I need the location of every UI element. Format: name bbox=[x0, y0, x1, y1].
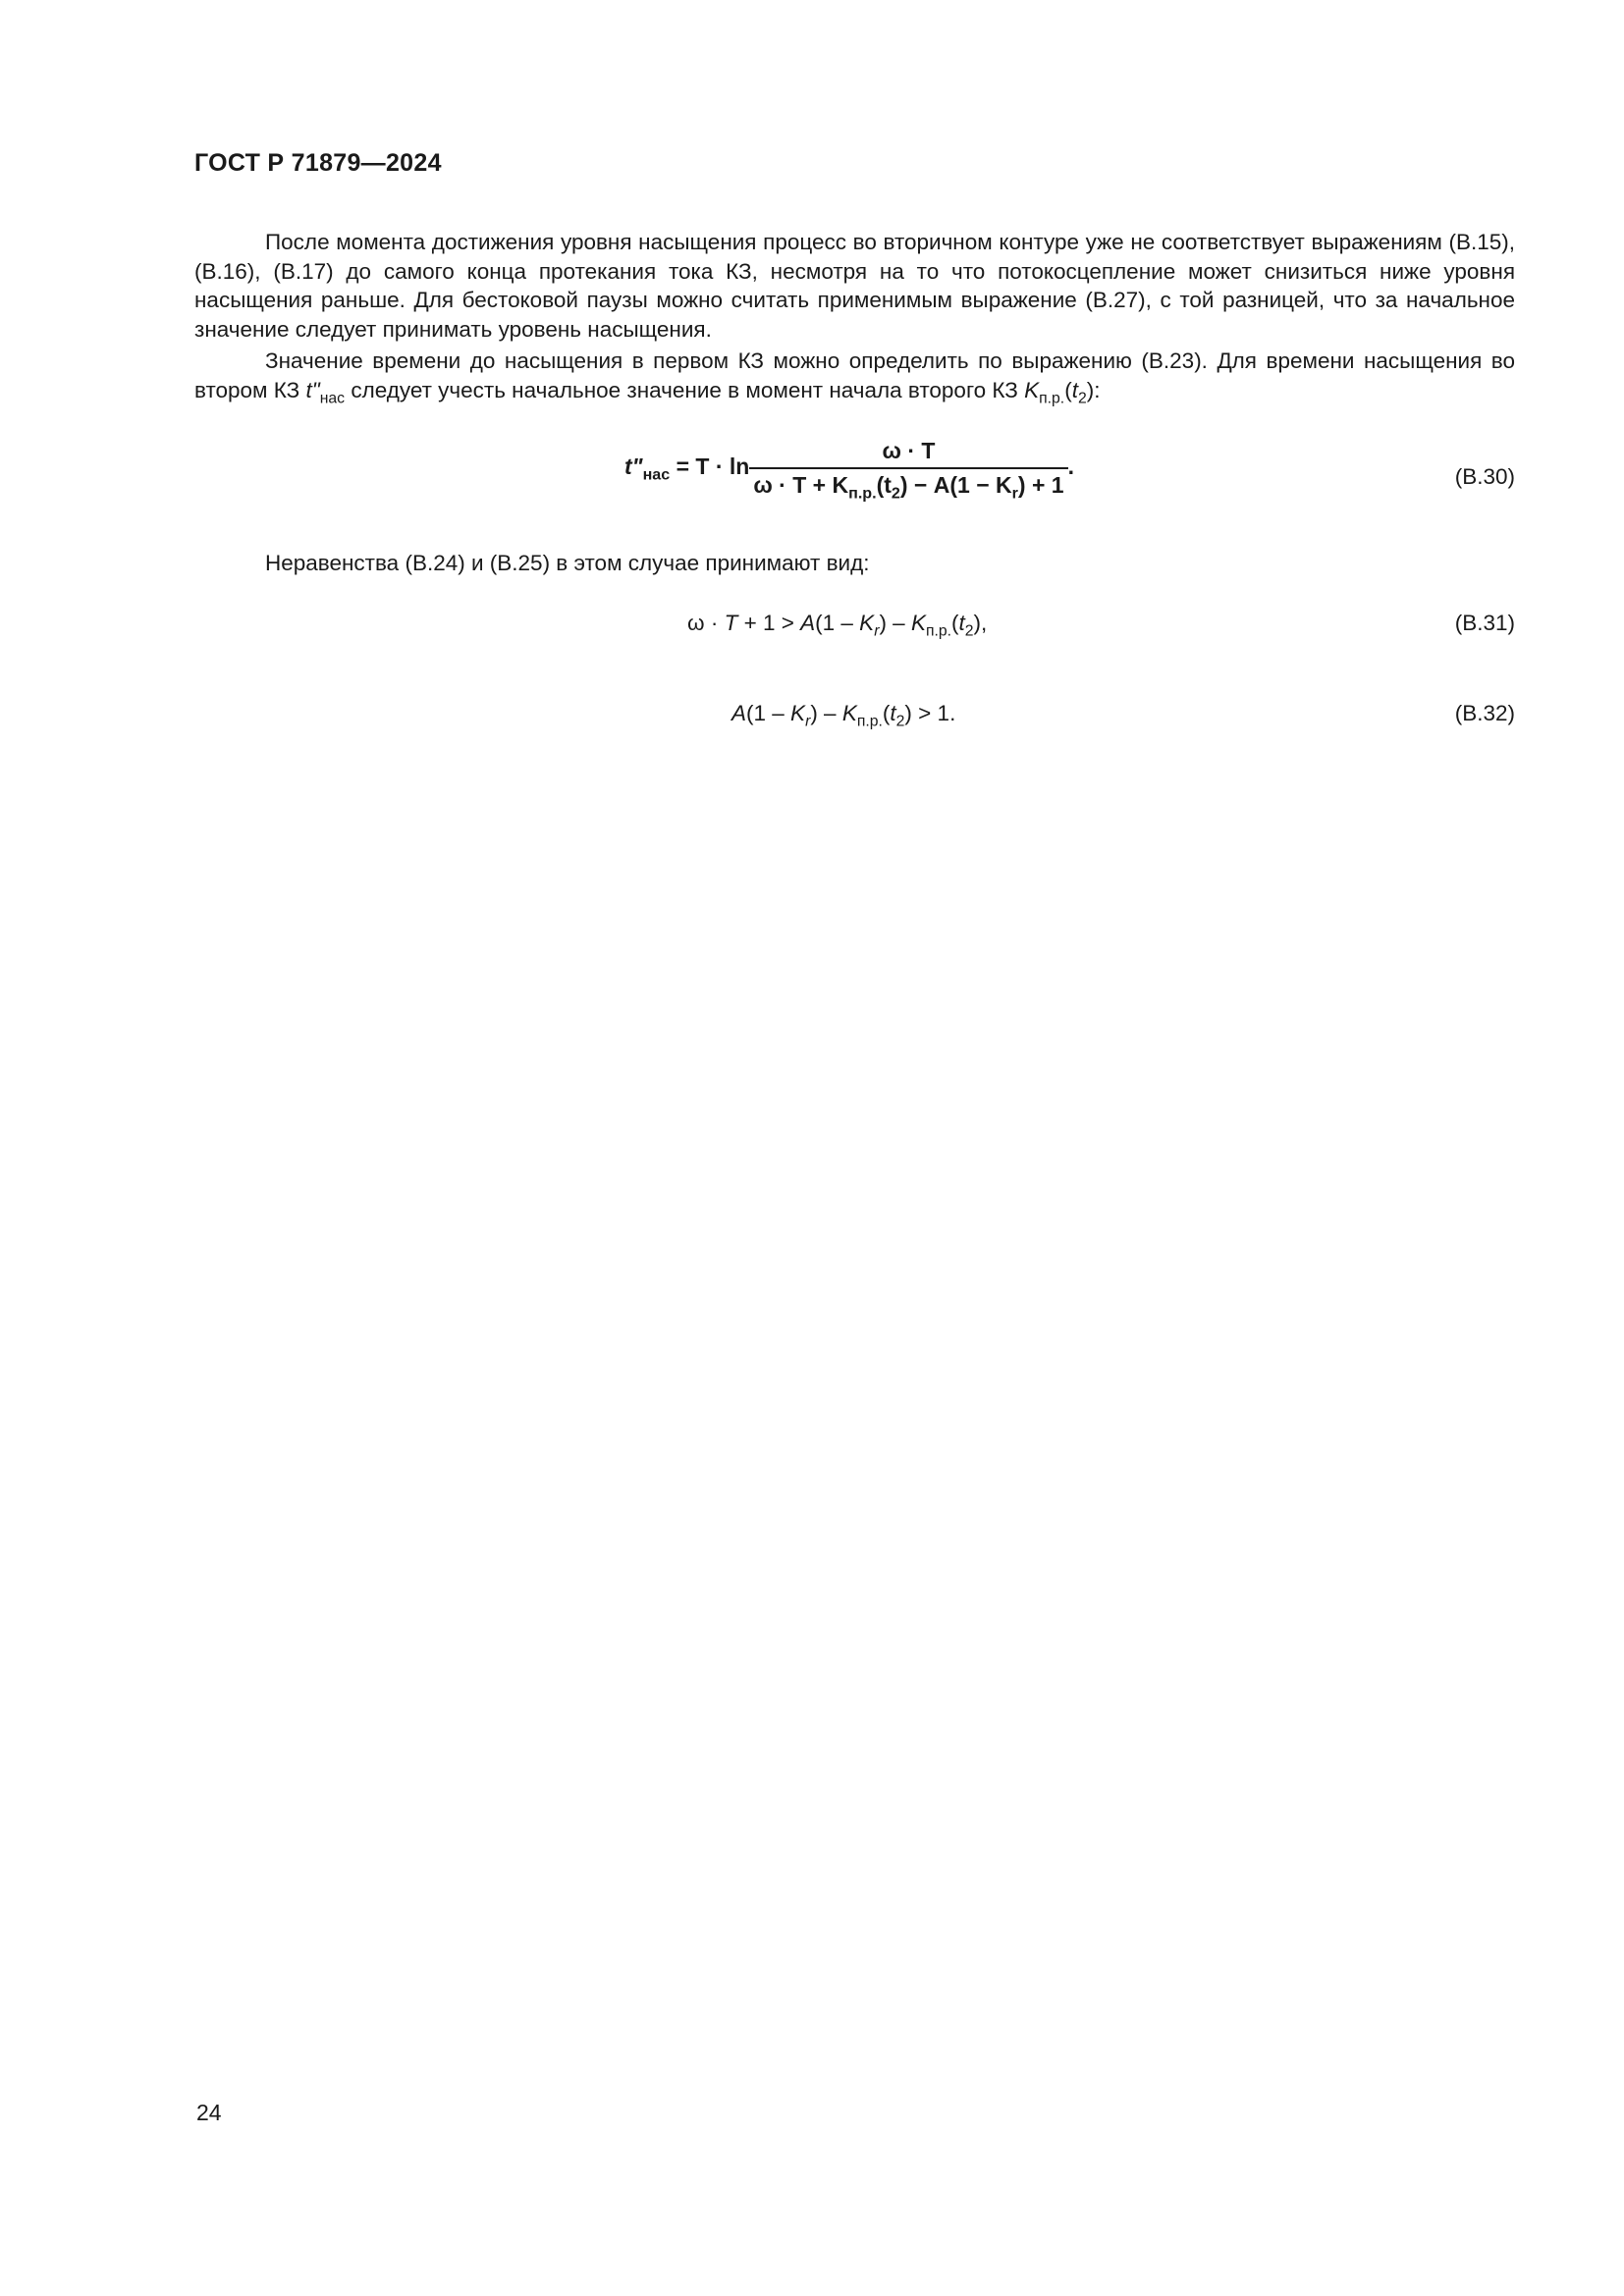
subscript: 2 bbox=[964, 622, 974, 640]
paragraph-text: Неравенства (В.24) и (В.25) в этом случае принимают вид: bbox=[265, 551, 870, 575]
formula-symbol: t bbox=[890, 701, 896, 725]
subscript-symbol: r bbox=[874, 622, 880, 640]
paragraph-inequalities bbox=[194, 549, 1515, 578]
formula-part: (1 – bbox=[815, 611, 860, 635]
subscript: 2 bbox=[1077, 390, 1087, 406]
formula-part: ), bbox=[973, 611, 988, 635]
text-segment: Значение времени до насыщения в первом КЗ можно определить по выражению (В.23). Для времени насыщения во втором КЗ bbox=[194, 348, 1515, 402]
fraction-numerator: ω · T bbox=[749, 438, 1067, 469]
formula-part: ) + 1 bbox=[1017, 472, 1064, 498]
formula-symbol: t bbox=[958, 611, 965, 635]
formula-tail: . bbox=[1067, 454, 1074, 480]
formula-lhs: t" bbox=[624, 454, 643, 480]
formula-part: ω · T + K bbox=[753, 472, 849, 498]
equation-number-b32: (В.32) bbox=[1454, 701, 1515, 725]
formula-b30 bbox=[624, 438, 1074, 503]
equation-number-b31: (В.31) bbox=[1454, 611, 1515, 635]
subscript: нас bbox=[319, 390, 346, 406]
formula-part: ) − A(1 − K bbox=[899, 472, 1012, 498]
text-segment: ( bbox=[1064, 377, 1072, 402]
formula-part: ) – bbox=[879, 611, 911, 635]
paragraph-text: После момента достижения уровня насыщения процесс во вторичном контуре уже не соответствует выражениям (В.15), (В.16), (В.17) до самого конца протекания тока КЗ, несмотря на то что потокосцепление может снизиться ниже уровня насыщения раньше. Для бестоковой паузы можно считать применимым выражение (В.27), с той разницей, что за начальное значение следует принимать уровень насыщения. bbox=[194, 230, 1515, 342]
formula-symbol: A bbox=[731, 701, 747, 725]
symbol-t: t" bbox=[305, 377, 320, 402]
subscript: п.р. bbox=[1039, 390, 1065, 406]
formula-part: ) – bbox=[810, 701, 842, 725]
equation-number-b30: (В.30) bbox=[1454, 464, 1515, 489]
paragraph-saturation-time bbox=[194, 347, 1515, 404]
formula-part: ) > 1. bbox=[904, 701, 956, 725]
formula-part: = T · ln bbox=[670, 454, 750, 480]
paragraph-saturation bbox=[194, 228, 1515, 344]
document-header: ГОСТ Р 71879—2024 bbox=[194, 149, 442, 177]
formula-symbol: K bbox=[841, 701, 857, 725]
formula-part: + 1 > bbox=[737, 611, 801, 635]
formula-part: (1 – bbox=[746, 701, 791, 725]
formula-symbol: K bbox=[910, 611, 926, 635]
page-number: 24 bbox=[196, 2100, 222, 2125]
subscript: п.р. bbox=[925, 622, 952, 640]
subscript: нас bbox=[642, 465, 671, 484]
subscript: 2 bbox=[895, 713, 905, 730]
subscript-symbol: r bbox=[805, 713, 811, 730]
formula-part: ( bbox=[882, 701, 891, 725]
formula-symbol: T bbox=[724, 611, 738, 635]
subscript: r bbox=[1011, 484, 1018, 503]
formula-b32 bbox=[731, 701, 956, 730]
formula-symbol: K bbox=[790, 701, 806, 725]
symbol-k: K bbox=[1024, 377, 1040, 402]
subscript: п.р. bbox=[856, 713, 883, 730]
formula-symbol: K bbox=[859, 611, 875, 635]
text-segment: ): bbox=[1086, 377, 1101, 402]
text-segment: следует учесть начальное значение в момент начала второго КЗ bbox=[345, 377, 1025, 402]
subscript: п.р. bbox=[848, 484, 877, 503]
formula-part: ω · bbox=[687, 611, 725, 635]
subscript: 2 bbox=[891, 484, 900, 503]
symbol-t2: t bbox=[1071, 377, 1078, 402]
formula-b31 bbox=[687, 611, 988, 640]
formula-part: (t bbox=[876, 472, 892, 498]
paragraph-text bbox=[194, 347, 1515, 404]
formula-fraction bbox=[749, 438, 1067, 503]
formula-part: ( bbox=[951, 611, 959, 635]
formula-symbol: A bbox=[800, 611, 816, 635]
fraction-denominator bbox=[749, 469, 1067, 503]
